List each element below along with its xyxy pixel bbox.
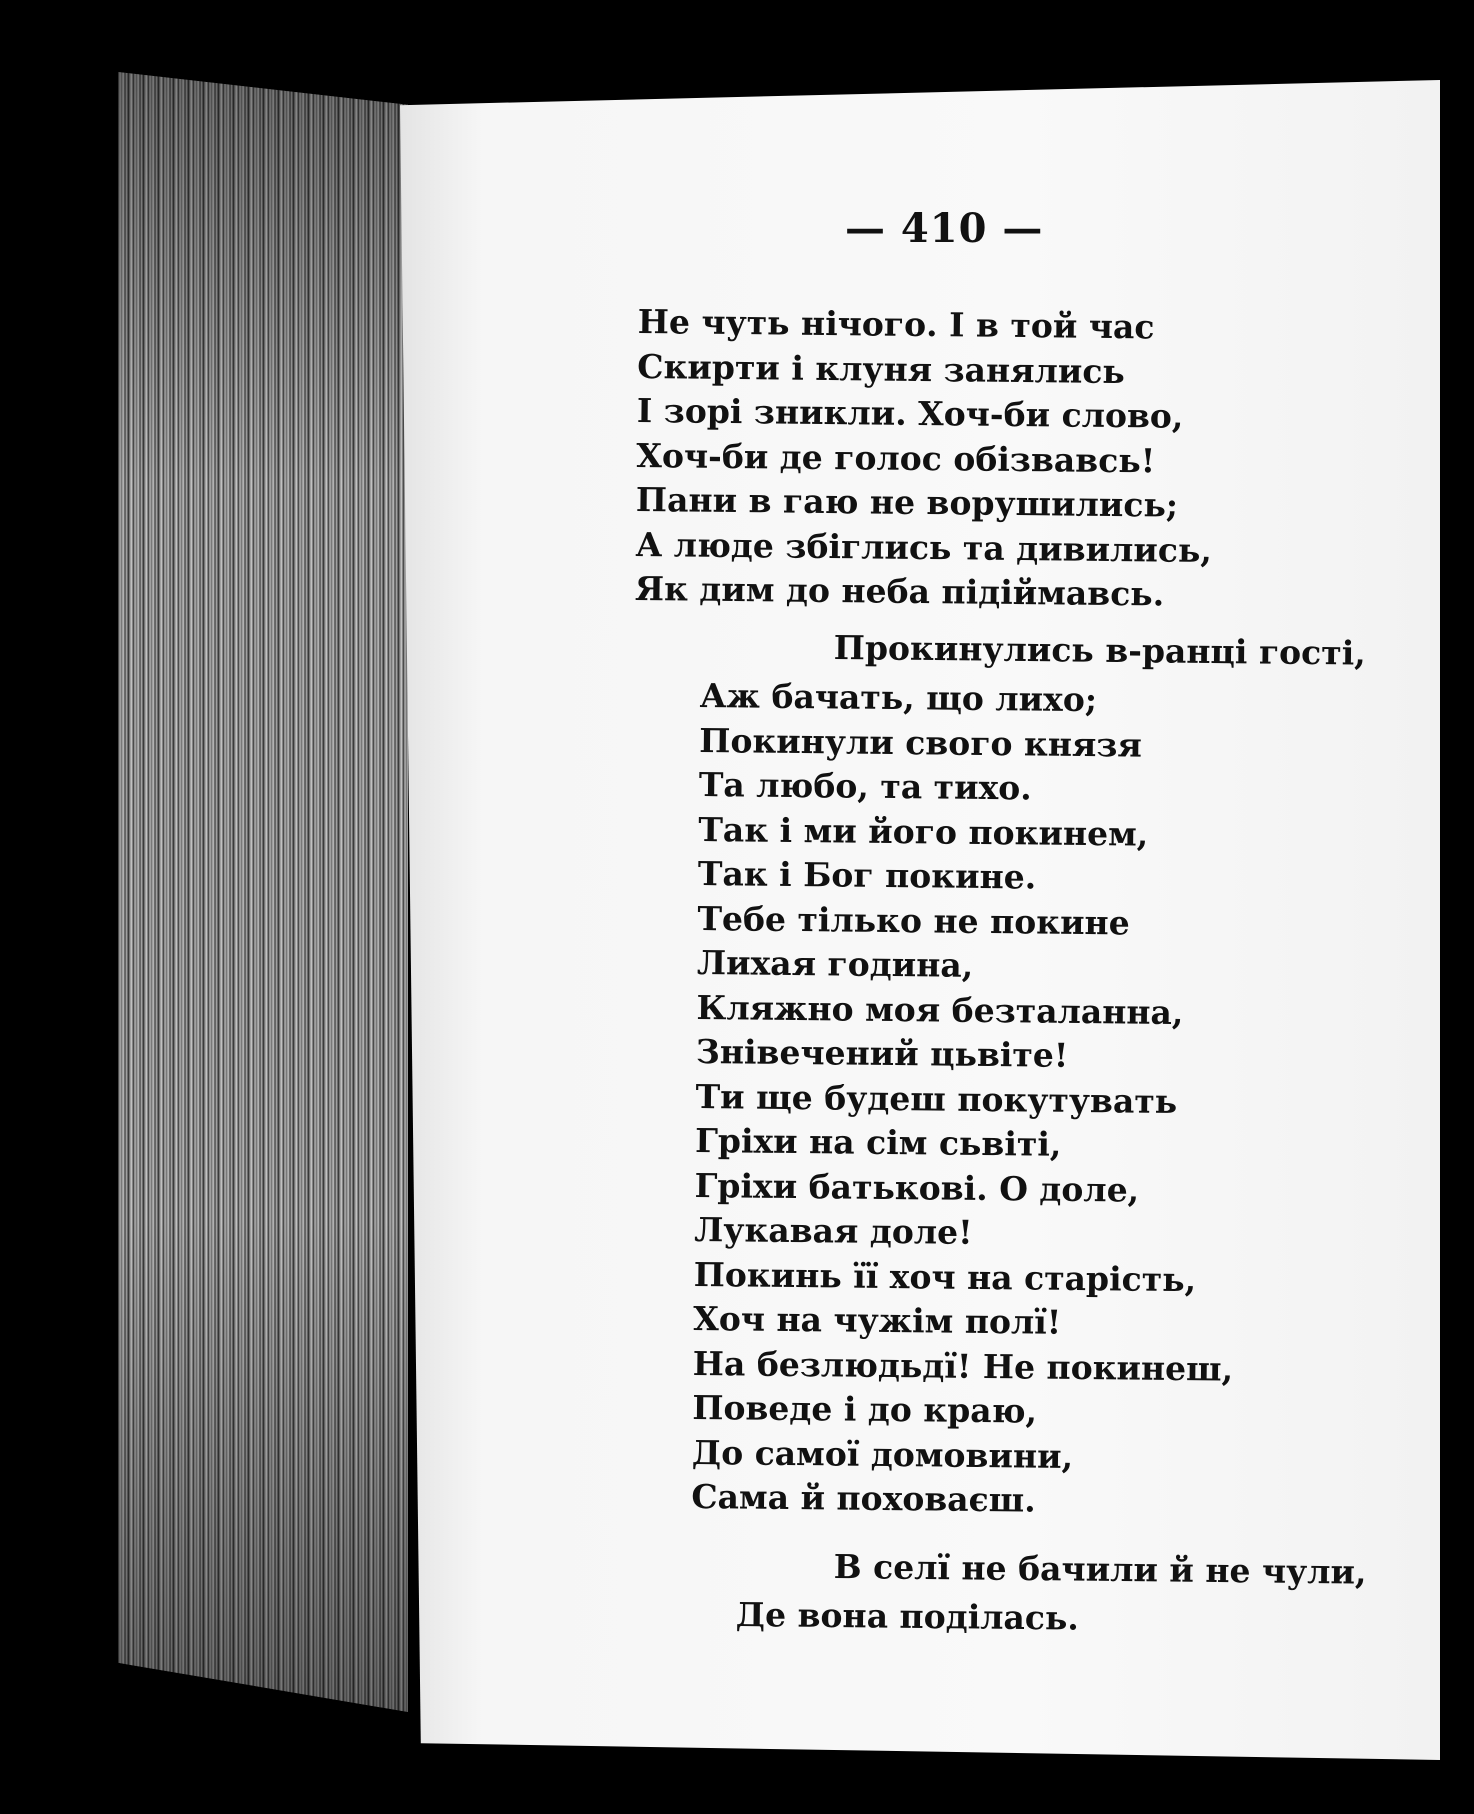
verse-line: В селї не бачили й не чули,	[833, 1546, 1367, 1592]
verse-line: Гріхи батькові. О доле,	[694, 1165, 1140, 1210]
verse-line: На безлюдьдї! Не покинеш,	[692, 1343, 1234, 1389]
verse-line: А люде збіглись та дивились,	[635, 524, 1213, 570]
stanza-3-opening-line	[834, 1545, 1367, 1595]
stanza-2-opening-line	[834, 626, 1366, 676]
verse-line: Пани в гаю не ворушились;	[635, 479, 1179, 525]
stanza-1	[635, 300, 1215, 618]
verse-line: Де вона поділась.	[735, 1594, 1080, 1638]
verse-line: Хоч-би де голос обізвавсь!	[636, 435, 1156, 480]
verse-line: Так і ми його покинем,	[698, 809, 1149, 854]
stanza-2	[691, 674, 1240, 1525]
verse-line: Скирти і клуня занялись	[637, 346, 1126, 391]
verse-line: Поведе і до краю,	[692, 1387, 1038, 1431]
verse-line: Прокинулись в-ранці гості,	[833, 627, 1366, 673]
verse-line: Як дим до неба підіймавсь.	[634, 568, 1165, 614]
verse-line: Не чуть нічого. І в той час	[637, 301, 1155, 347]
verse-line: Сама й поховаєш.	[691, 1476, 1036, 1520]
verse-line: Лихая година,	[696, 942, 974, 985]
verse-line: Так і Бог покине.	[697, 853, 1037, 897]
verse-line: Знівечений цьвіте!	[695, 1031, 1069, 1075]
page-edges-shadow	[118, 72, 408, 1712]
verse-line: Та любо, та тихо.	[698, 764, 1032, 808]
verse-line: Покинули свого князя	[699, 720, 1143, 765]
verse-line: Кляжно моя безталанна,	[696, 987, 1184, 1032]
verse-line: Ти ще будеш покутувать	[695, 1076, 1178, 1121]
verse-line: І зорі зникли. Хоч-би слово,	[636, 390, 1184, 436]
verse-line: Аж бачать, що лихо;	[699, 675, 1098, 720]
verse-line: Тебе тілько не покине	[697, 898, 1130, 943]
verse-line: Лукавая доле!	[693, 1209, 973, 1252]
verse-line: Хоч на чужім полї!	[693, 1298, 1062, 1342]
verse-line: Гріхи на сім сьвіті,	[694, 1120, 1062, 1164]
stanza-3	[736, 1593, 1080, 1641]
verse-line: До самої домовини,	[691, 1432, 1074, 1476]
verse-line: Покинь її хоч на старість,	[693, 1254, 1197, 1299]
page-number: — 410 —	[845, 205, 1044, 252]
